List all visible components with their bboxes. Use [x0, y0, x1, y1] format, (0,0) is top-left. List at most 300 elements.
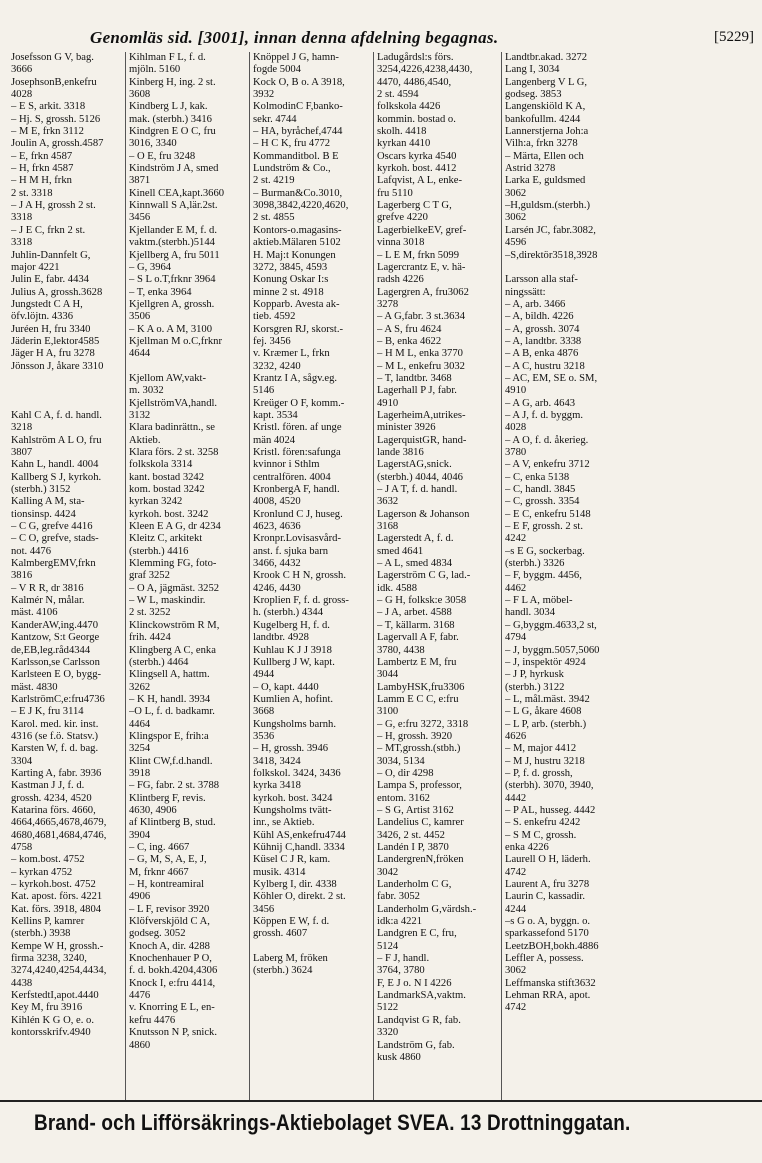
directory-entry: Key M, fru 3916 — [11, 1002, 83, 1014]
column-4 — [373, 52, 501, 1100]
directory-entry: Klara badinrättn., se — [129, 422, 215, 434]
directory-entry: LagerheimA,utrikes- — [377, 409, 466, 421]
directory-entry: firma 3238, 3240, — [11, 953, 87, 965]
directory-entry: musik. 4314 — [253, 866, 306, 878]
directory-entry: Juhlin-Dannfelt G, — [11, 249, 91, 261]
directory-entry: Köppen E W, f. d. — [253, 916, 330, 928]
directory-entry: godseg. 3052 — [129, 928, 186, 940]
directory-entry — [505, 262, 633, 274]
directory-entry: Langenskiöld K A, — [505, 101, 586, 113]
directory-entry: 4316 (se f.ö. Statsv.) — [11, 730, 98, 742]
directory-entry: (sterbh.) 3624 — [253, 965, 313, 977]
directory-entry: Juréen H, fru 3340 — [11, 323, 91, 335]
directory-entry: – G H, folksk:e 3058 — [377, 595, 467, 607]
directory-entry: Konung Oskar I:s — [253, 274, 329, 286]
directory-entry: Kinnwall S A,lär.2st. — [129, 200, 218, 212]
directory-entry: – E, frkn 4587 — [11, 150, 73, 162]
directory-entry: Kock O, B o. A 3918, — [253, 76, 345, 88]
directory-entry: Joulin A, grossh.4587 — [11, 138, 104, 150]
directory-entry: Kjellman M o.C,frknr — [129, 335, 222, 347]
directory-entry: 4758 — [11, 842, 33, 853]
directory-entry: Lambertz E M, fru — [377, 656, 457, 668]
directory-entry: Kindström J A, smed — [129, 163, 219, 175]
directory-entry: 4476 — [129, 990, 151, 1002]
directory-entry: – H, grossh. 3946 — [253, 743, 329, 755]
directory-entry: –H,guldsm.(sterbh.) — [505, 200, 591, 212]
directory-entry: JosephsonB,enkefru — [11, 76, 97, 88]
directory-entry: 3272, 3845, 4593 — [253, 261, 328, 273]
directory-entry: Kronlund C J, huseg. — [253, 508, 343, 520]
directory-entry: 3274,4240,4254,4434, — [11, 965, 107, 977]
directory-entry: Lagerberg C T G, — [377, 200, 452, 212]
directory-entry: 3254,4226,4238,4430, — [377, 64, 473, 76]
directory-entry: 2 st. 4219 — [253, 175, 295, 187]
directory-entry: Kuhlau K J J 3918 — [253, 644, 332, 656]
directory-entry: skolh. 4418 — [377, 126, 427, 138]
directory-entry: grefve 4220 — [377, 212, 428, 224]
directory-entry: kyrkoh. bost. 4412 — [377, 163, 457, 175]
column-3 — [249, 52, 373, 1100]
directory-entry: – E J K, fru 3114 — [11, 706, 84, 718]
directory-entry: handl. 3034 — [505, 607, 556, 619]
directory-entry: 4910 — [505, 385, 527, 397]
directory-entry: Landström G, fab. — [377, 1039, 455, 1051]
directory-entry: Lagerson & Johanson — [377, 508, 470, 520]
directory-entry: 4664,4665,4678,4679, — [11, 817, 107, 829]
directory-entry: – A O, f. d. åkerieg. — [505, 434, 589, 446]
directory-entry: –s E G, sockerbag. — [505, 545, 585, 557]
directory-entry: – A, landtbr. 3338 — [505, 335, 582, 347]
directory-entry: tieb. 4592 — [253, 311, 296, 323]
directory-entry: – J, byggm.5057,5060 — [505, 644, 600, 656]
directory-entry: 3780, 4438 — [377, 644, 425, 656]
directory-entry: Knock I, e:fru 4414, — [129, 977, 216, 989]
directory-entry: – G,byggm.4633,2 st, — [505, 619, 597, 631]
page-header — [0, 0, 762, 54]
directory-entry: Lagercrantz E, v. hä- — [377, 261, 466, 273]
directory-entry: 3466, 4432 — [253, 558, 301, 570]
directory-entry: – G, e:fru 3272, 3318 — [377, 718, 469, 730]
directory-entry: 4464 — [129, 718, 151, 730]
directory-entry: de,EB,leg.råd4344 — [11, 644, 91, 656]
directory-entry: Kjellberg A, fru 5011 — [129, 249, 220, 261]
directory-entry: – H, kontreamiral — [129, 879, 205, 891]
directory-entry: –s G o. A, byggn. o. — [505, 916, 591, 928]
directory-entry: mjöln. 5160 — [129, 64, 181, 76]
directory-entry: – Burman&Co.3010, — [253, 187, 343, 199]
directory-entry: M, frknr 4667 — [129, 866, 189, 878]
header-title: Genomläs sid. [3001], innan denna afdelning begagnas. — [90, 28, 499, 47]
directory-entry: 3278 — [377, 298, 399, 310]
directory-entry: 3904 — [129, 829, 151, 841]
directory-entry: minister 3926 — [377, 422, 436, 434]
directory-entry: – Hj. S, grossh. 5126 — [11, 113, 101, 125]
directory-entry: Knochenhauer P O, — [129, 953, 212, 965]
directory-entry: Kinberg H, ing. 2 st. — [129, 76, 216, 88]
directory-entry: Julius A, grossh.3628 — [11, 286, 103, 298]
directory-entry: 3044 — [377, 669, 399, 681]
directory-entry: 3536 — [253, 730, 275, 742]
directory-entry: Klinckowström R M, — [129, 619, 220, 631]
directory-entry: Kjellom AW,vakt- — [129, 372, 207, 384]
directory-entry: Lamm E C C, e:fru — [377, 693, 459, 705]
directory-entry: 3318 — [11, 237, 33, 249]
directory-entry: Vilh:a, frkn 3278 — [505, 138, 578, 150]
directory-entry: – A G,fabr. 3 st.3634 — [377, 311, 465, 323]
directory-entry: Klingberg A C, enka — [129, 644, 216, 656]
directory-entry: 2 st. 4855 — [253, 212, 295, 224]
directory-entry: Kungsholms tvätt- — [253, 804, 332, 816]
directory-entry: 4623, 4636 — [253, 521, 301, 533]
directory-entry: Kalmér N, målar. — [11, 595, 85, 607]
directory-entry: Kühl AS,enkefru4744 — [253, 829, 346, 841]
directory-entry: Kahl C A, f. d. handl. — [11, 409, 102, 421]
directory-entry: Karlsson,se Carlsson — [11, 656, 100, 668]
directory-entry: Knöppel J G, hamn- — [253, 52, 339, 63]
directory-entry: fogde 5004 — [253, 64, 301, 76]
directory-entry: 4008, 4520 — [253, 496, 301, 508]
directory-entry: 3456 — [253, 903, 275, 915]
directory-entry: Kopparb. Avesta ak- — [253, 298, 340, 310]
directory-entry: 5122 — [377, 1002, 399, 1014]
directory-entry: – C G, grefve 4416 — [11, 521, 93, 533]
directory-entry: 3932 — [253, 89, 275, 101]
directory-entry: 4246, 4430 — [253, 582, 301, 594]
directory-entry: Kat. apost. förs. 4221 — [11, 891, 103, 903]
directory-entry: Krook C H N, grossh. — [253, 570, 346, 582]
directory-entry: Kalling A M, sta- — [11, 496, 85, 508]
directory-entry: 4596 — [505, 237, 527, 249]
directory-entry: sekr. 4744 — [253, 113, 297, 125]
directory-entry: Köhler O, direkt. 2 st. — [253, 891, 346, 903]
directory-entry: – A, grossh. 3074 — [505, 323, 580, 335]
directory-entry: – H C K, fru 4772 — [253, 138, 331, 150]
directory-entry: – T, källarm. 3168 — [377, 619, 455, 631]
directory-entry: – L G, åkare 4608 — [505, 706, 582, 718]
directory-entry: (sterbh.) 3326 — [505, 558, 565, 570]
advertisement-footer — [0, 1100, 762, 1142]
directory-entry: – H M L, enka 3770 — [377, 348, 463, 360]
directory-entry: Laurent A, fru 3278 — [505, 879, 590, 891]
directory-entry: LagerquistGR, hand- — [377, 434, 467, 446]
directory-entry: 3062 — [505, 212, 527, 224]
directory-entry: anst. f. sjuka barn — [253, 545, 329, 557]
directory-entry: 3668 — [253, 706, 275, 718]
directory-entry: H. Maj:t Konungen — [253, 249, 336, 261]
directory-entry: KolmodinC F,banko- — [253, 101, 343, 113]
directory-entry: – Märta, Ellen och — [505, 150, 584, 162]
directory-entry: 4244 — [505, 903, 527, 915]
directory-entry: – HA, byråchef,4744 — [253, 126, 343, 138]
directory-entry: – O, dir 4298 — [377, 767, 434, 779]
directory-entry: Leffmanska stift3632 — [505, 977, 596, 989]
directory-entry: tionsinsp. 4424 — [11, 508, 76, 520]
directory-entry: – O, kapt. 4440 — [253, 681, 319, 693]
directory-entry: F, E J o. N I 4226 — [377, 977, 452, 989]
directory-entry: öfv.löjtn. 4336 — [11, 311, 73, 323]
directory-entry: centralfören. 4004 — [253, 471, 331, 483]
directory-entry: vaktm.(sterbh.)5144 — [129, 237, 215, 249]
directory-entry: 3062 — [505, 965, 527, 977]
directory-entry: män 4024 — [253, 434, 296, 446]
directory-entry: af Klintberg B, stud. — [129, 817, 216, 829]
directory-entry: – A G, arb. 4643 — [505, 397, 576, 409]
directory-entry: Klara förs. 2 st. 3258 — [129, 447, 219, 458]
directory-entry: – J A H, grossh 2 st. — [11, 200, 96, 212]
directory-entry: entom. 3162 — [377, 792, 430, 804]
directory-entry: (sterbh). 3070, 3940, — [505, 780, 594, 792]
directory-entry: – K H, handl. 3934 — [129, 693, 211, 705]
directory-entry: 3780 — [505, 447, 527, 458]
directory-entry — [11, 385, 122, 397]
directory-entry: kyrkan 3242 — [129, 496, 183, 508]
directory-entry: Jönsson J, åkare 3310 — [11, 360, 104, 372]
directory-entry: frih. 4424 — [129, 632, 171, 644]
directory-entry: not. 4476 — [11, 545, 52, 557]
directory-entry: Kühnij C,handl. 3334 — [253, 842, 345, 853]
directory-entry: kommin. bostad o. — [377, 113, 456, 125]
directory-entry: Kontors-o.magasins- — [253, 224, 342, 236]
directory-entry: Landerholm G,värdsh.- — [377, 903, 477, 915]
directory-entry: – C, grossh. 3354 — [505, 496, 580, 508]
directory-entry: 5124 — [377, 940, 399, 952]
directory-entry: – F, byggm. 4456, — [505, 570, 582, 582]
directory-entry: 3304 — [11, 755, 33, 767]
directory-entry: Kungsholms barnh. — [253, 718, 336, 730]
directory-entry: Klemming FG, foto- — [129, 558, 217, 570]
directory-entry: kyrkan 4410 — [377, 138, 431, 150]
directory-entry: – FG, fabr. 2 st. 3788 — [129, 780, 220, 792]
directory-entry: Klintberg F, revis. — [129, 792, 206, 804]
directory-entry: 3666 — [11, 64, 33, 76]
directory-entry: Landgren E C, fru, — [377, 928, 457, 940]
directory-entry: Landtbr.akad. 3272 — [505, 52, 588, 63]
directory-entry: KjellströmVA,handl. — [129, 397, 218, 409]
directory-entry: Lagerstedt A, f. d. — [377, 533, 454, 545]
directory-entry: Küsel C J R, kam. — [253, 854, 331, 866]
directory-entry: – C, enka 5138 — [505, 471, 570, 483]
directory-entry: 3016, 3340 — [129, 138, 177, 150]
directory-entry: – kyrkan 4752 — [11, 866, 73, 878]
directory-entry: – E S, arkit. 3318 — [11, 101, 86, 113]
directory-entry: m. 3032 — [129, 385, 164, 397]
directory-entry: 2 st. 3318 — [11, 187, 53, 199]
directory-entry: – kom.bost. 4752 — [11, 854, 85, 866]
directory-entry: – O E, fru 3248 — [129, 150, 196, 162]
directory-entry: –S,direktör3518,3928 — [505, 249, 598, 261]
directory-entry: grossh. 4607 — [253, 928, 308, 940]
directory-entry: – H M H, frkn — [11, 175, 72, 187]
directory-entry: – kyrkoh.bost. 4752 — [11, 879, 96, 891]
directory-entry: 4644 — [129, 348, 151, 360]
directory-entry: 3218 — [11, 422, 33, 434]
directory-entry: Laurell O H, läderh. — [505, 854, 591, 866]
directory-entry: – S M C, grossh. — [505, 829, 577, 841]
directory-entry: LambyHSK,fru3306 — [377, 681, 465, 693]
directory-entry: 4680,4681,4684,4746, — [11, 829, 107, 841]
directory-entry: – A S, fru 4624 — [377, 323, 442, 335]
directory-entry: Laurin C, kassadir. — [505, 891, 586, 903]
directory-entry: Kat. förs. 3918, 4804 — [11, 903, 102, 915]
directory-entry: 5146 — [253, 385, 275, 397]
directory-entry: – W L, maskindir. — [129, 595, 206, 607]
directory-entry: Laberg M, fröken — [253, 953, 328, 965]
directory-entry: – A, bildh. 4226 — [505, 311, 574, 323]
directory-entry: Karting A, fabr. 3936 — [11, 767, 102, 779]
directory-entry: 3456 — [129, 212, 151, 224]
directory-entry: Leffler A, possess. — [505, 953, 584, 965]
column-1 — [8, 52, 125, 1100]
directory-entry: – A L, smed 4834 — [377, 558, 453, 570]
directory-entry: fej. 3456 — [253, 335, 291, 347]
directory-entry: Kjellander E M, f. d. — [129, 224, 217, 236]
directory-entry: minne 2 st. 4918 — [253, 286, 324, 298]
directory-entry: Larsson alla staf- — [505, 274, 578, 286]
directory-entry: folkskola 3314 — [129, 459, 193, 471]
directory-entry: kant. bostad 3242 — [129, 471, 205, 483]
directory-entry: – J E C, frkn 2 st. — [11, 224, 86, 236]
column-2 — [125, 52, 249, 1100]
directory-entry: Kristl. fören. af unge — [253, 422, 342, 434]
directory-entry: Klingspor E, frih:a — [129, 730, 209, 742]
directory-entry: 3418, 3424 — [253, 755, 301, 767]
directory-entry: smed 4641 — [377, 545, 424, 557]
directory-entry: Julin E, fabr. 4434 — [11, 274, 89, 286]
page-number: [5229] — [714, 29, 754, 45]
directory-entry: Kihlén K G O, e. o. — [11, 1014, 94, 1026]
directory-entry: 4944 — [253, 669, 275, 681]
directory-entry: –O L, f. d. badkamr. — [129, 706, 215, 718]
directory-entry: lande 3816 — [377, 447, 424, 458]
directory-entry: – H, frkn 4587 — [11, 163, 74, 175]
directory-entry: Kallberg S J, kyrkoh. — [11, 471, 102, 483]
directory-entry: – P AL, husseg. 4442 — [505, 804, 596, 816]
directory-entry: 3918 — [129, 767, 151, 779]
directory-entry: kefru 4476 — [129, 1014, 176, 1026]
directory-entry: Kreüger O F, komm.- — [253, 397, 345, 409]
directory-entry: sparkassefond 5170 — [505, 928, 589, 940]
directory-entry: idk. 4588 — [377, 582, 418, 594]
directory-entry: major 4221 — [11, 261, 60, 273]
directory-entry: godseg. 3853 — [505, 89, 562, 101]
directory-entry: 4794 — [505, 632, 527, 644]
directory-entry: Kylberg I, dir. 4338 — [253, 879, 337, 891]
directory-entry: 3608 — [129, 89, 151, 101]
directory-entry: 3034, 5134 — [377, 755, 425, 767]
directory-entry: kvinnor i Sthlm — [253, 459, 320, 471]
directory-entry: Kantzow, S:t George — [11, 632, 100, 644]
directory-entry: Kommanditbol. B E — [253, 150, 339, 162]
directory-entry: – L, mål.mäst. 3942 — [505, 693, 590, 705]
directory-entry — [129, 361, 246, 373]
directory-entry: Josefsson G V, bag. — [11, 52, 94, 63]
directory-entry: – J A, arbet. 4588 — [377, 607, 452, 619]
directory-entry: Jäger H A, fru 3278 — [11, 348, 95, 360]
directory-entry: 3132 — [129, 409, 151, 421]
directory-entry: (sterbh.) 4464 — [129, 656, 189, 668]
directory-entry: Lagerhall P J, fabr. — [377, 385, 457, 397]
directory-entry: Lagergren A, fru3062 — [377, 286, 469, 298]
directory-entry: LeetzBOH,bokh.4886 — [505, 940, 599, 952]
directory-entry: Kellins P, kamrer — [11, 916, 85, 928]
directory-entry: – V R R, dr 3816 — [11, 582, 84, 594]
directory-entry: Kristl. fören:safunga — [253, 447, 341, 458]
directory-entry: 3262 — [129, 681, 151, 693]
directory-entry: – O A, jägmäst. 3252 — [129, 582, 220, 594]
directory-entry: 3506 — [129, 311, 151, 323]
directory-entry: Landerholm C G, — [377, 879, 452, 891]
directory-entry: (sterbh.) 4044, 4046 — [377, 471, 463, 483]
directory-entry: – P, f. d. grossh, — [505, 767, 573, 779]
directory-entry: Landén I P, 3870 — [377, 842, 449, 853]
directory-entry: 4910 — [377, 397, 399, 409]
directory-entry: Knoch A, dir. 4288 — [129, 940, 210, 952]
directory-entry: – G, 3964 — [129, 261, 172, 273]
directory-entry: KarlströmC,e:fru4736 — [11, 693, 105, 705]
directory-entry — [11, 373, 122, 385]
directory-entry: – B, enka 4622 — [377, 335, 442, 347]
directory-entry: – M L, enkefru 3032 — [377, 360, 465, 372]
directory-entry: Korsgren RJ, skorst.- — [253, 323, 344, 335]
directory-entry: (sterbh.) 3122 — [505, 681, 565, 693]
directory-entry: Kumlien A, hofint. — [253, 693, 334, 705]
directory-entry: kyrkoh. bost. 3242 — [129, 508, 209, 520]
directory-entry: – A B, enka 4876 — [505, 348, 579, 360]
directory-entry: 4906 — [129, 891, 151, 903]
directory-entry: – E F, grossh. 2 st. — [505, 521, 584, 533]
directory-entry: – F L A, möbel- — [505, 595, 573, 607]
directory-entry: aktieb.Mälaren 5102 — [253, 237, 341, 249]
directory-entry: grossh. 4234, 4520 — [11, 792, 92, 804]
directory-entry: – M J, hustru 3218 — [505, 755, 585, 767]
directory-entry: (sterbh.) 3152 — [11, 484, 71, 496]
directory-entry: h. (sterbh.) 4344 — [253, 607, 324, 619]
directory-entry: Klint CW,f.d.handl. — [129, 755, 213, 767]
directory-entry: Jungstedt C A H, — [11, 298, 83, 310]
directory-entry: Katarina förs. 4660, — [11, 804, 96, 816]
directory-entry: 3100 — [377, 706, 399, 718]
directory-entry: Lundström & Co., — [253, 163, 331, 175]
directory-entry: kyrkoh. bost. 3424 — [253, 792, 333, 804]
directory-entry: 4462 — [505, 582, 527, 594]
directory-entry: LandergrenN,fröken — [377, 854, 464, 866]
directory-entry: Kinell CEA,kapt.3660 — [129, 187, 225, 199]
directory-entry: – M, major 4412 — [505, 743, 577, 755]
directory-entry: – S L o.T,frknr 3964 — [129, 274, 216, 286]
directory-entry: – L P, arb. (sterbh.) — [505, 718, 587, 730]
directory-entry: mäst. 4106 — [11, 607, 58, 619]
directory-entry: mak. (sterbh.) 3416 — [129, 113, 212, 125]
directory-entry — [11, 398, 122, 410]
directory-entry: 4242 — [505, 533, 527, 545]
directory-entry: Kjellgren A, grossh. — [129, 298, 215, 310]
directory-entry: 3871 — [129, 175, 151, 187]
directory-entry: 3098,3842,4220,4620, — [253, 200, 349, 212]
advertisement-text: Brand- och Lifförsäkrings-Aktiebolaget SVEA. 13 Drottninggatan. — [34, 1110, 631, 1135]
directory-entry: Knutsson N P, snick. — [129, 1027, 217, 1039]
directory-entry: KanderAW,ing.4470 — [11, 619, 99, 631]
directory-entry: – K A o. A M, 3100 — [129, 323, 213, 335]
directory-entry: bankofullm. 4244 — [505, 113, 581, 125]
directory-entry: folkskol. 3424, 3436 — [253, 767, 341, 779]
directory-entry: Lang I, 3034 — [505, 64, 560, 76]
directory-entry: – A V, enkefru 3712 — [505, 459, 590, 471]
directory-entry: Kleen E A G, dr 4234 — [129, 521, 221, 533]
directory-entry: inr., se Aktieb. — [253, 817, 315, 829]
directory-entry: 3168 — [377, 521, 399, 533]
directory-entry: v. Kræmer L, frkn — [253, 348, 330, 360]
directory-entry: Jäderin E,lektor4585 — [11, 335, 100, 347]
